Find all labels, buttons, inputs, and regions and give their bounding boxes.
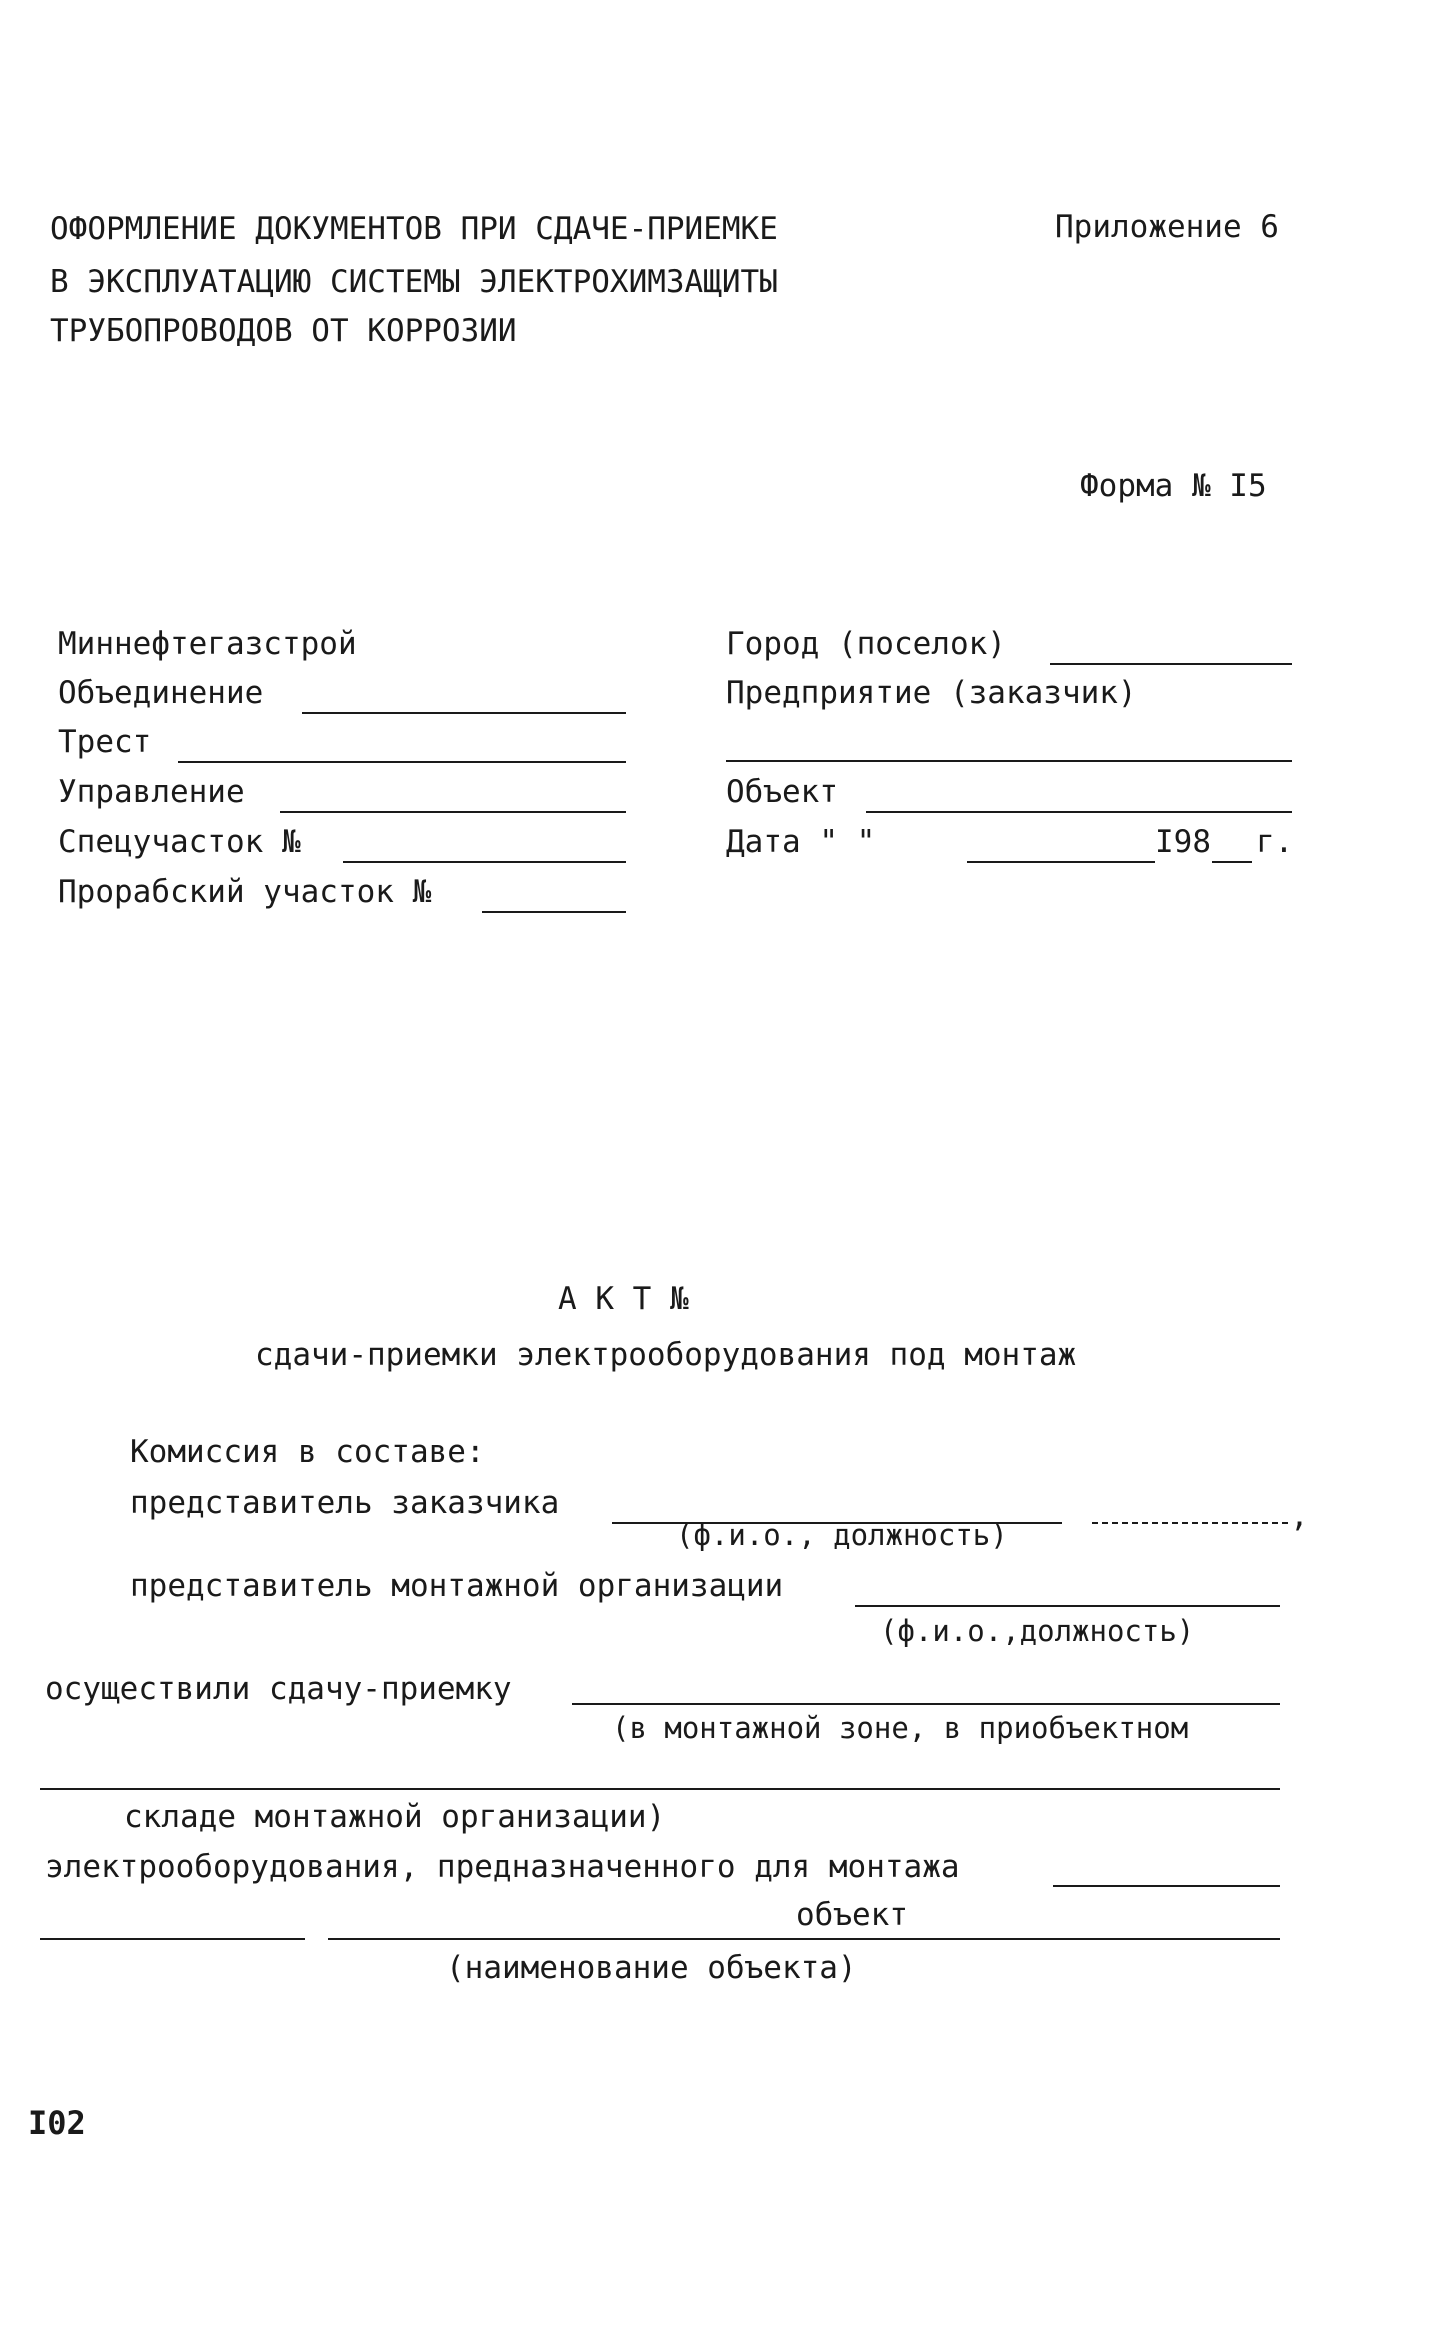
acceptance-place-field-continued[interactable] <box>40 1788 1280 1790</box>
form-number: Форма № I5 <box>1080 468 1267 504</box>
object-name-field-left[interactable] <box>40 1938 305 1940</box>
equipment-field[interactable] <box>1053 1885 1280 1887</box>
acceptance-place-hint: (в монтажной зоне, в приобъектном <box>612 1711 1189 1745</box>
document-title-line-1: ОФОРМЛЕНИЕ ДОКУМЕНТОВ ПРИ СДАЧЕ-ПРИЕМКЕ <box>50 211 778 247</box>
customer-rep-field-extension <box>1092 1522 1288 1524</box>
customer-rep-comma: , <box>1290 1498 1309 1534</box>
foreman-section-field[interactable] <box>482 911 626 913</box>
document-title-line-2: В ЭКСПЛУАТАЦИЮ СИСТЕМЫ ЭЛЕКТРОХИМЗАЩИТЫ <box>50 264 778 300</box>
object-name-field-right[interactable] <box>328 1938 1280 1940</box>
foreman-section-label: Прорабский участок № <box>58 874 432 910</box>
object-field[interactable] <box>866 811 1292 813</box>
installer-rep-label: представитель монтажной организации <box>130 1568 784 1604</box>
special-section-label: Спецучасток № <box>58 824 301 860</box>
page-number: I02 <box>28 2104 86 2142</box>
installer-rep-field[interactable] <box>855 1605 1280 1607</box>
document-title-line-3: ТРУБОПРОВОДОВ ОТ КОРРОЗИИ <box>50 313 517 349</box>
ministry-label: Миннефтегазстрой <box>58 626 357 662</box>
carried-out-label: осуществили сдачу-приемку <box>45 1671 512 1707</box>
object-word: объект <box>796 1897 908 1933</box>
city-label: Город (поселок) <box>726 626 1006 662</box>
trust-field[interactable] <box>178 761 626 763</box>
installer-rep-hint: (ф.и.о.,должность) <box>880 1614 1195 1648</box>
special-section-field[interactable] <box>343 861 626 863</box>
trust-label: Трест <box>58 724 152 760</box>
date-year-field[interactable] <box>1212 861 1252 863</box>
warehouse-label: складе монтажной организации) <box>124 1799 666 1835</box>
customer-rep-hint: (ф.и.о., должность) <box>676 1518 1008 1552</box>
administration-label: Управление <box>58 774 245 810</box>
enterprise-field[interactable] <box>726 760 1292 762</box>
administration-field[interactable] <box>280 811 626 813</box>
object-name-hint: (наименование объекта) <box>446 1950 857 1986</box>
date-year: I98 <box>1155 824 1211 860</box>
act-subtitle: сдачи-приемки электрооборудования под монтаж <box>255 1337 1077 1373</box>
commission-label: Комиссия в составе: <box>130 1434 485 1470</box>
date-year-suffix: г. <box>1256 824 1294 860</box>
enterprise-label: Предприятие (заказчик) <box>726 675 1137 711</box>
customer-rep-label: представитель заказчика <box>130 1485 560 1521</box>
object-label: Объект <box>726 774 838 810</box>
date-month-field[interactable] <box>967 861 1155 863</box>
acceptance-place-field[interactable] <box>572 1703 1280 1705</box>
equipment-for-label: электрооборудования, предназначенного для монтажа <box>45 1849 960 1885</box>
date-label: Дата " " <box>726 824 876 860</box>
act-title: А К Т № <box>558 1281 689 1317</box>
appendix-label: Приложение 6 <box>1055 209 1279 245</box>
city-field[interactable] <box>1050 663 1292 665</box>
association-field[interactable] <box>302 712 626 714</box>
association-label: Объединение <box>58 675 264 711</box>
